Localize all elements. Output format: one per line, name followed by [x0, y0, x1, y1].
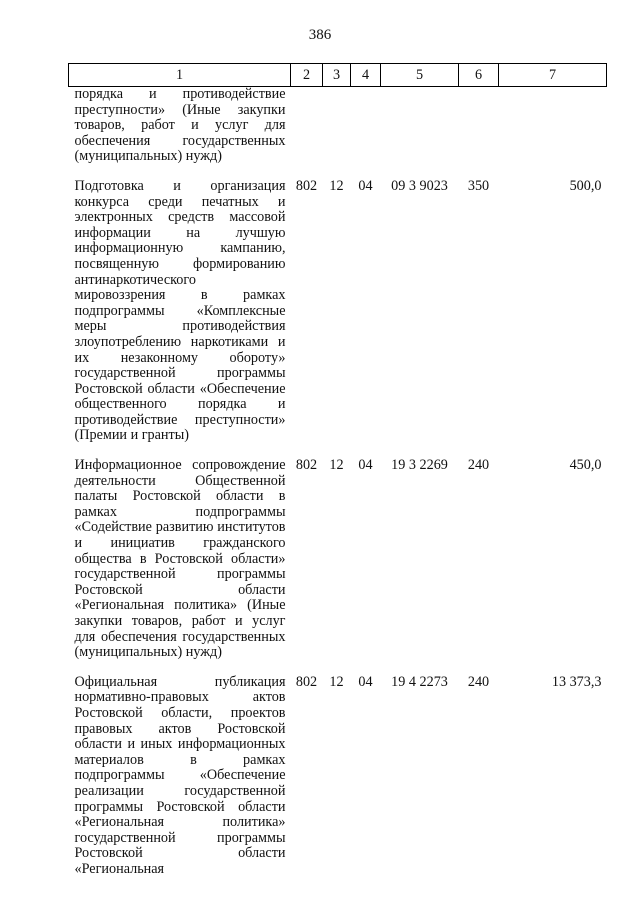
header-col-1: 1: [69, 64, 291, 87]
row-section-code: 12: [329, 177, 344, 194]
row-description: порядка и противодействие преступности» (Иные закупки товаров, работ и услуг для обеспечения государственных (муниципальных) нужд): [74, 86, 286, 165]
row-subsection-code: 04: [358, 177, 373, 194]
table-header: [69, 64, 607, 87]
table-row: [69, 87, 607, 179]
header-col-2: 2: [291, 64, 323, 87]
budget-table: [68, 63, 607, 892]
row-description: Официальная публикация нормативно-правовых актов Ростовской области, проектов правовых актов Ростовской области и иных информационных материалов в рамках подпрограммы «Обеспечение реализации государственной программы Ростовской области «Региональная политика» государственной программы Ростовской области «Региональная: [74, 673, 286, 877]
header-row: [69, 64, 607, 87]
row-section-code: 12: [329, 673, 344, 690]
row-amount: [499, 87, 607, 179]
row-ministry-code: 802: [295, 457, 318, 474]
row-target-article: 09 3 9023: [391, 177, 448, 194]
page-number: 386: [308, 27, 332, 43]
table-row: [69, 458, 607, 675]
row-amount: 450,0: [569, 457, 602, 474]
row-ministry-code: [291, 87, 323, 179]
table-row: [69, 179, 607, 458]
row-ministry-code: 802: [295, 673, 318, 690]
row-section-code: [323, 87, 351, 179]
row-expense-type: 240: [467, 457, 490, 474]
header-col-7: 7: [499, 64, 607, 87]
header-col-4: 4: [351, 64, 381, 87]
row-expense-type: [459, 87, 499, 179]
row-expense-type: 350: [467, 177, 490, 194]
row-ministry-code: 802: [295, 177, 318, 194]
row-target-article: 19 3 2269: [391, 457, 448, 474]
row-target-article: 19 4 2273: [391, 673, 448, 690]
table-body: [69, 87, 607, 892]
row-amount: 500,0: [569, 177, 602, 194]
header-col-5: 5: [381, 64, 459, 87]
row-subsection-code: 04: [358, 673, 373, 690]
row-description: Информационное сопровождение деятельности Общественной палаты Ростовской области в рамках подпрограммы «Содействие развитию институтов и инициатив гражданского общества в Ростовской области» государственной программы Ростовской области «Региональная политика» (Иные закупки товаров, работ и услуг для обеспечения государственных (муниципальных) нужд): [74, 457, 286, 661]
row-amount: 13 373,3: [551, 673, 602, 690]
row-subsection-code: 04: [358, 457, 373, 474]
row-section-code: 12: [329, 457, 344, 474]
header-col-3: 3: [323, 64, 351, 87]
table-row: [69, 675, 607, 892]
row-target-article: [381, 87, 459, 179]
row-subsection-code: [351, 87, 381, 179]
row-description: Подготовка и организация конкурса среди печатных и электронных средств массовой информации на лучшую информационную кампанию, посвященную формированию антинаркотического мировоззрения в рамках подпрограммы «Комплексные меры противодействия злоупотреблению наркотиками и их незаконному обороту» государственной программы Ростовской области «Обеспечение общественного порядка и противодействие преступности» (Премии и гранты): [74, 177, 286, 444]
header-col-6: 6: [459, 64, 499, 87]
row-expense-type: 240: [467, 673, 490, 690]
